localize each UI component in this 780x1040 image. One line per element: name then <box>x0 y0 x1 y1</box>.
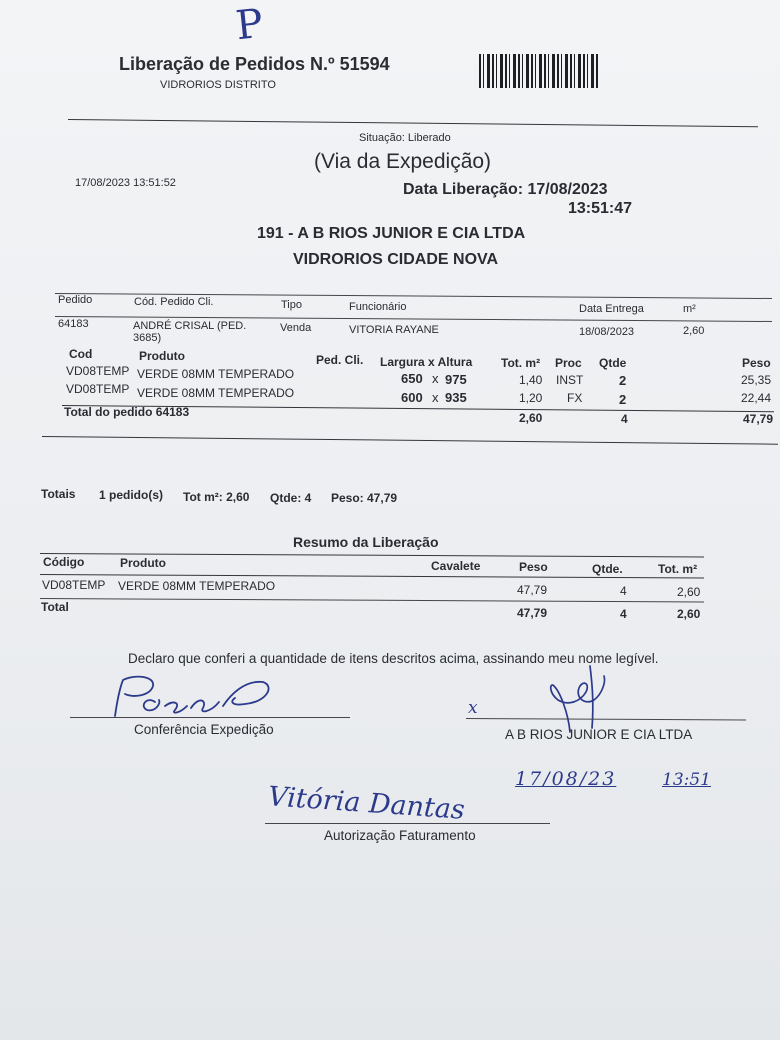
col-data-entrega: Data Entrega <box>579 303 644 315</box>
client-branch: VIDRORIOS CIDADE NOVA <box>293 251 499 268</box>
sign-bottom-label: Autorização Faturamento <box>324 828 476 843</box>
item-qtde: 2 <box>619 373 627 388</box>
items-col-cod: Cod <box>69 347 93 361</box>
col-funcionario: Funcionário <box>349 301 407 313</box>
order-tipo: Venda <box>280 322 312 334</box>
item-altura: 975 <box>445 372 467 387</box>
print-timestamp: 17/08/2023 13:51:52 <box>75 177 176 189</box>
order-funcionario: VITORIA RAYANE <box>349 324 439 336</box>
document-title: Liberação de Pedidos N.º 51594 <box>119 54 390 74</box>
signature-client <box>540 662 620 737</box>
order-data-entrega: 18/08/2023 <box>579 326 635 338</box>
col-m2: m² <box>683 303 696 315</box>
resumo-total-qtde: 4 <box>620 607 627 621</box>
item-altura: 935 <box>445 390 467 405</box>
barcode <box>479 54 599 88</box>
order-total-qtde: 4 <box>621 412 628 426</box>
order-total-label: Total do pedido 64183 <box>64 405 190 419</box>
item-produto: VERDE 08MM TEMPERADO <box>137 386 295 400</box>
resumo-total-rule <box>40 598 704 602</box>
order-cod-pedido-cli: ANDRÉ CRISAL (PED. <box>133 320 247 332</box>
resumo-col-peso: Peso <box>519 560 548 574</box>
sign-left-label: Conferência Expedição <box>134 722 274 737</box>
item-largura: 600 <box>401 390 423 405</box>
client-name: 191 - A B RIOS JUNIOR E CIA LTDA <box>257 225 526 242</box>
resumo-title: Resumo da Liberação <box>293 534 439 550</box>
items-col-ped-cli: Ped. Cli. <box>316 353 364 367</box>
item-qtde: 2 <box>619 392 627 407</box>
order-m2: 2,60 <box>683 325 705 337</box>
item-peso: 22,44 <box>741 391 772 405</box>
resumo-col-tot-m2: Tot. m² <box>658 562 698 576</box>
via-label: (Via da Expedição) <box>314 150 492 173</box>
totals-qtde: Qtde: 4 <box>270 491 312 505</box>
resumo-total-m2: 2,60 <box>677 607 701 621</box>
resumo-col-cavalete: Cavalete <box>431 559 481 573</box>
totals-m2: Tot m²: 2,60 <box>183 490 250 504</box>
col-cod-pedido-cli: Cód. Pedido Cli. <box>134 296 214 308</box>
item-produto: VERDE 08MM TEMPERADO <box>137 367 295 381</box>
handwritten-date: 17/08/23 <box>515 768 617 790</box>
order-pedido: 64183 <box>58 318 89 330</box>
item-cod: VD08TEMP <box>66 382 130 396</box>
signature-conferencia <box>95 672 280 722</box>
item-proc: INST <box>556 373 584 387</box>
item-largura: 650 <box>401 371 423 386</box>
items-col-peso: Peso <box>742 356 771 370</box>
sign-line-left <box>70 717 350 718</box>
items-col-qtde: Qtde <box>599 356 627 370</box>
item-cod: VD08TEMP <box>66 364 130 378</box>
resumo-col-produto: Produto <box>120 556 166 570</box>
sign-right-label: A B RIOS JUNIOR E CIA LTDA <box>505 727 693 742</box>
order-total-m2: 2,60 <box>519 411 543 425</box>
sign-line-bottom <box>265 823 550 824</box>
resumo-produto: VERDE 08MM TEMPERADO <box>118 579 276 593</box>
items-col-largura-altura: Largura x Altura <box>380 355 473 369</box>
items-col-proc: Proc <box>555 356 582 370</box>
resumo-qtde: 4 <box>620 584 627 598</box>
header-divider <box>68 119 758 127</box>
totals-peso: Peso: 47,79 <box>331 491 398 505</box>
sign-right-x: x <box>468 698 478 718</box>
handwritten-mark: P <box>233 0 266 50</box>
resumo-tot-m2: 2,60 <box>677 585 701 599</box>
resumo-codigo: VD08TEMP <box>42 578 106 592</box>
col-pedido: Pedido <box>58 294 93 306</box>
resumo-col-codigo: Código <box>43 555 85 569</box>
item-x: x <box>432 390 439 405</box>
resumo-total-peso: 47,79 <box>517 606 548 620</box>
order-bottom-rule <box>42 436 778 445</box>
item-peso: 25,35 <box>741 373 772 387</box>
order-cod-pedido-cli-cont: 3685) <box>133 332 162 344</box>
release-time: 13:51:47 <box>568 200 633 217</box>
item-proc: FX <box>567 391 583 405</box>
totals-pedidos: 1 pedido(s) <box>99 488 164 502</box>
item-tot-m2: 1,40 <box>519 373 543 387</box>
status-text: Situação: Liberado <box>359 132 451 144</box>
totals-label: Totais <box>41 487 76 501</box>
col-tipo: Tipo <box>281 299 302 311</box>
resumo-peso: 47,79 <box>517 583 548 597</box>
items-col-produto: Produto <box>139 349 185 363</box>
resumo-total-label: Total <box>41 600 69 614</box>
resumo-col-qtde: Qtde. <box>592 562 623 576</box>
items-col-tot-m2: Tot. m² <box>501 356 541 370</box>
item-tot-m2: 1,20 <box>519 391 543 405</box>
declaration-text: Declaro que conferi a quantidade de itens descritos acima, assinando meu nome legível. <box>128 651 659 666</box>
signature-faturamento: Vitória Dantas <box>267 781 466 826</box>
release-date: Data Liberação: 17/08/2023 <box>403 181 608 198</box>
order-total-peso: 47,79 <box>743 412 774 426</box>
handwritten-time: 13:51 <box>662 770 711 790</box>
company-name: VIDRORIOS DISTRITO <box>160 79 276 91</box>
item-x: x <box>432 371 439 386</box>
